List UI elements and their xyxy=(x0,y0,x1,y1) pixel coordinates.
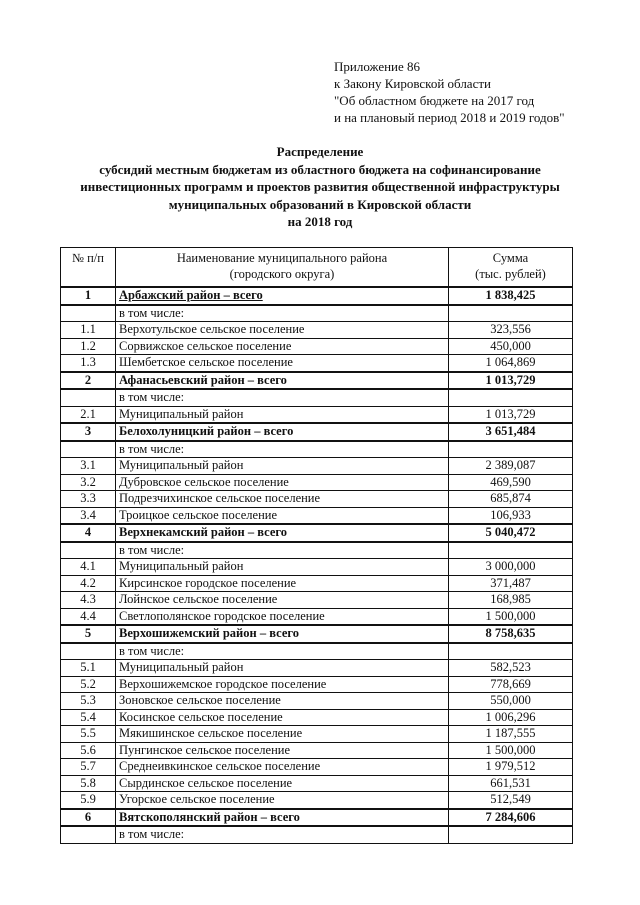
row-name-text: Муниципальный район xyxy=(119,559,244,574)
row-name xyxy=(116,559,449,576)
row-number: 3.3 xyxy=(61,491,116,508)
row-name-text: Муниципальный район xyxy=(119,660,244,675)
row-number: 1 xyxy=(61,287,116,305)
row-sum xyxy=(449,826,573,843)
table-row-subheading xyxy=(61,826,573,843)
subsidy-table xyxy=(60,247,573,844)
row-name-text: Муниципальный район xyxy=(119,406,244,421)
row-name-text: Арбажский район – всего xyxy=(119,288,263,303)
row-name-text: в том числе: xyxy=(119,643,185,658)
row-name-text: Угорское сельское поселение xyxy=(119,792,275,807)
table-row xyxy=(61,676,573,693)
row-number: 4.2 xyxy=(61,575,116,592)
row-sum: 1 500,000 xyxy=(449,742,573,759)
annex-line: к Закону Кировской области xyxy=(334,76,491,91)
row-sum: 778,669 xyxy=(449,676,573,693)
row-number xyxy=(61,389,116,406)
table-row-total xyxy=(61,423,573,441)
row-name xyxy=(116,759,449,776)
header-name-line1: Наименование муниципального района xyxy=(176,251,388,265)
row-name xyxy=(116,287,449,305)
row-sum: 7 284,606 xyxy=(449,809,573,827)
row-name-text: Зоновское сельское поселение xyxy=(119,693,281,708)
row-name xyxy=(116,406,449,423)
row-sum: 1 500,000 xyxy=(449,608,573,625)
row-number: 4.3 xyxy=(61,592,116,609)
row-name xyxy=(116,524,449,542)
row-sum: 582,523 xyxy=(449,660,573,677)
row-number: 5 xyxy=(61,625,116,643)
table-row xyxy=(61,474,573,491)
table-row-total xyxy=(61,287,573,305)
row-sum: 3 000,000 xyxy=(449,559,573,576)
document-title xyxy=(60,143,580,231)
table-row xyxy=(61,575,573,592)
row-name-text: Косинское сельское поселение xyxy=(119,709,283,724)
table-row xyxy=(61,355,573,372)
table-row-subheading xyxy=(61,441,573,458)
row-number: 1.1 xyxy=(61,322,116,339)
table-row xyxy=(61,592,573,609)
row-name xyxy=(116,809,449,827)
row-name xyxy=(116,474,449,491)
table-row xyxy=(61,792,573,809)
row-name xyxy=(116,389,449,406)
row-sum: 1 013,729 xyxy=(449,406,573,423)
row-name-text: Лойнское сельское поселение xyxy=(119,592,278,607)
row-name xyxy=(116,542,449,559)
row-name-text: Среднеивкинское сельское поселение xyxy=(119,759,321,774)
header-num-label: № п/п xyxy=(72,251,104,265)
title-line: субсидий местным бюджетам из областного бюджета на софинансирование xyxy=(99,161,541,177)
table-row xyxy=(61,491,573,508)
row-name xyxy=(116,792,449,809)
row-name-text: Дубровское сельское поселение xyxy=(119,474,289,489)
row-sum: 371,487 xyxy=(449,575,573,592)
row-number xyxy=(61,542,116,559)
row-sum: 1 064,869 xyxy=(449,355,573,372)
row-sum: 550,000 xyxy=(449,693,573,710)
table-row-subheading xyxy=(61,643,573,660)
table-row-total xyxy=(61,809,573,827)
row-name-text: Верхошижемский район – всего xyxy=(119,626,299,641)
row-name-text: Кирсинское городское поселение xyxy=(119,575,297,590)
row-name-text: Сорвижское сельское поселение xyxy=(119,338,292,353)
row-name-text: Верхнекамский район – всего xyxy=(119,525,288,540)
table-row xyxy=(61,709,573,726)
table-row-total xyxy=(61,372,573,390)
row-sum: 450,000 xyxy=(449,338,573,355)
row-number: 3.1 xyxy=(61,458,116,475)
table-row xyxy=(61,507,573,524)
row-sum xyxy=(449,389,573,406)
row-name xyxy=(116,507,449,524)
row-number: 5.5 xyxy=(61,726,116,743)
row-number: 5.9 xyxy=(61,792,116,809)
row-sum: 661,531 xyxy=(449,775,573,792)
table-row-subheading xyxy=(61,305,573,322)
row-name xyxy=(116,458,449,475)
row-number xyxy=(61,826,116,843)
row-number xyxy=(61,441,116,458)
row-name-text: Белохолуницкий район – всего xyxy=(119,424,294,439)
row-sum: 168,985 xyxy=(449,592,573,609)
row-number: 2.1 xyxy=(61,406,116,423)
row-sum xyxy=(449,542,573,559)
row-number: 5.1 xyxy=(61,660,116,677)
header-name xyxy=(116,248,449,288)
row-sum: 512,549 xyxy=(449,792,573,809)
table-row xyxy=(61,338,573,355)
row-name xyxy=(116,625,449,643)
row-number: 2 xyxy=(61,372,116,390)
header-sum-line1: Сумма xyxy=(492,251,529,265)
row-sum xyxy=(449,305,573,322)
row-name xyxy=(116,592,449,609)
row-name xyxy=(116,608,449,625)
row-number: 4.1 xyxy=(61,559,116,576)
row-name xyxy=(116,338,449,355)
row-name-text: в том числе: xyxy=(119,827,185,842)
row-name xyxy=(116,726,449,743)
row-number: 5.4 xyxy=(61,709,116,726)
row-sum: 1 838,425 xyxy=(449,287,573,305)
row-name-text: Вятскополянский район – всего xyxy=(119,809,300,824)
row-number: 5.7 xyxy=(61,759,116,776)
row-sum: 1 006,296 xyxy=(449,709,573,726)
table-row-subheading xyxy=(61,542,573,559)
row-number: 1.2 xyxy=(61,338,116,355)
row-number: 5.6 xyxy=(61,742,116,759)
row-number: 6 xyxy=(61,809,116,827)
row-name-text: в том числе: xyxy=(119,390,185,405)
table-row xyxy=(61,559,573,576)
table-header-row xyxy=(61,248,573,288)
table-row xyxy=(61,458,573,475)
table-row-total xyxy=(61,625,573,643)
row-name-text: Троицкое сельское поселение xyxy=(119,507,278,522)
row-name xyxy=(116,491,449,508)
row-sum xyxy=(449,643,573,660)
row-name xyxy=(116,693,449,710)
table-row xyxy=(61,693,573,710)
row-name xyxy=(116,676,449,693)
table-row xyxy=(61,608,573,625)
row-name xyxy=(116,775,449,792)
row-name-text: в том числе: xyxy=(119,441,185,456)
row-name xyxy=(116,441,449,458)
row-name xyxy=(116,660,449,677)
row-number xyxy=(61,305,116,322)
table-row xyxy=(61,406,573,423)
row-name xyxy=(116,643,449,660)
row-name-text: Светлополянское городское поселение xyxy=(119,608,325,623)
annex-line: и на плановый период 2018 и 2019 годов" xyxy=(334,110,565,125)
header-name-line2: (городского округа) xyxy=(229,267,335,281)
row-name-text: Муниципальный район xyxy=(119,458,244,473)
row-name-text: Верхотульское сельское поселение xyxy=(119,322,305,337)
row-name-text: в том числе: xyxy=(119,305,185,320)
row-sum: 8 758,635 xyxy=(449,625,573,643)
row-name-text: в том числе: xyxy=(119,542,185,557)
title-line: Распределение xyxy=(276,144,364,159)
row-name-text: Пунгинское сельское поселение xyxy=(119,742,290,757)
row-name xyxy=(116,322,449,339)
header-sum-line2: (тыс. рублей) xyxy=(475,267,546,281)
row-sum: 106,933 xyxy=(449,507,573,524)
table-row xyxy=(61,759,573,776)
row-number: 5.8 xyxy=(61,775,116,792)
row-name xyxy=(116,742,449,759)
row-number: 1.3 xyxy=(61,355,116,372)
title-line: муниципальных образований в Кировской области xyxy=(168,196,472,212)
row-number: 5.2 xyxy=(61,676,116,693)
title-line: инвестиционных программ и проектов развития общественной инфраструктуры xyxy=(80,179,560,194)
row-sum xyxy=(449,441,573,458)
row-sum: 1 013,729 xyxy=(449,372,573,390)
row-number: 3.2 xyxy=(61,474,116,491)
row-name xyxy=(116,355,449,372)
table-row xyxy=(61,742,573,759)
row-sum: 1 979,512 xyxy=(449,759,573,776)
table-row xyxy=(61,322,573,339)
row-name xyxy=(116,305,449,322)
annex-header xyxy=(334,58,565,126)
header-num xyxy=(61,248,116,288)
table-row xyxy=(61,660,573,677)
row-name-text: Сырдинское сельское поселение xyxy=(119,775,293,790)
row-number: 4.4 xyxy=(61,608,116,625)
row-sum: 5 040,472 xyxy=(449,524,573,542)
table-row xyxy=(61,775,573,792)
table-row-total xyxy=(61,524,573,542)
annex-line: Приложение 86 xyxy=(334,59,421,74)
row-name-text: Шембетское сельское поселение xyxy=(119,355,293,370)
row-name xyxy=(116,575,449,592)
row-name xyxy=(116,826,449,843)
row-name-text: Верхошижемское городское поселение xyxy=(119,676,327,691)
row-number: 3 xyxy=(61,423,116,441)
row-sum: 1 187,555 xyxy=(449,726,573,743)
row-sum: 3 651,484 xyxy=(449,423,573,441)
row-number: 3.4 xyxy=(61,507,116,524)
row-number: 4 xyxy=(61,524,116,542)
title-line: на 2018 год xyxy=(287,214,353,229)
row-name-text: Подрезчихинское сельское поселение xyxy=(119,491,321,506)
header-sum xyxy=(449,248,573,288)
row-sum: 685,874 xyxy=(449,491,573,508)
table-row xyxy=(61,726,573,743)
row-number: 5.3 xyxy=(61,693,116,710)
row-name xyxy=(116,709,449,726)
row-sum: 2 389,087 xyxy=(449,458,573,475)
row-number xyxy=(61,643,116,660)
annex-line: "Об областном бюджете на 2017 год xyxy=(334,93,535,108)
row-name-text: Мякишинское сельское поселение xyxy=(119,726,303,741)
row-sum: 469,590 xyxy=(449,474,573,491)
row-name xyxy=(116,423,449,441)
table-row-subheading xyxy=(61,389,573,406)
row-name-text: Афанасьевский район – всего xyxy=(119,372,287,387)
row-sum: 323,556 xyxy=(449,322,573,339)
row-name xyxy=(116,372,449,390)
table-body xyxy=(61,287,573,843)
